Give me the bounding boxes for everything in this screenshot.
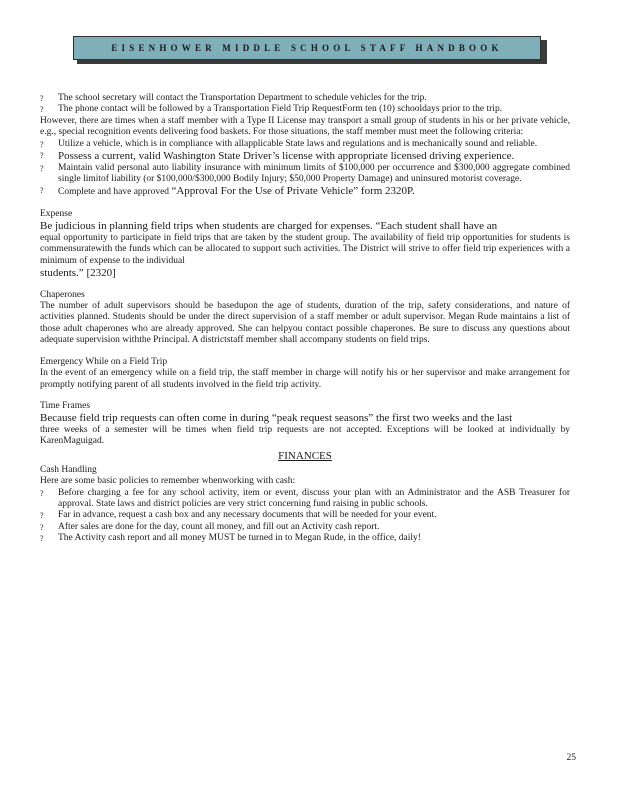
page-content xyxy=(40,93,570,545)
header-banner xyxy=(73,36,543,64)
expense-lead: Be judicious in planning field trips when students are charged for expenses. “Each student shall have an xyxy=(40,220,498,233)
expense-body: equal opportunity to participate in field trips that are taken by the student group. The availability of field trip opportunities for students is commensuratewith the funds which can be allocated to support such activities. The District will strive to offer field trip experiences with a minimum of expense to the individual xyxy=(40,232,570,266)
list-item xyxy=(40,93,570,104)
finances-intro: Here are some basic policies to remember whenworking with cash: xyxy=(40,476,296,487)
bullet-marker: ? xyxy=(40,163,44,173)
section-heading-finances: FINANCES xyxy=(278,449,332,462)
bullet-marker: ? xyxy=(40,186,44,196)
header-bar xyxy=(73,36,541,60)
bullet-marker: ? xyxy=(40,488,44,498)
time-frames-lead: Because field trip requests can often come in during “peak request seasons” the first two weeks and the last xyxy=(40,412,513,425)
section-heading-time-frames: Time Frames xyxy=(40,400,91,411)
emergency-body: In the event of an emergency while on a field trip, the staff member in charge will notify his or her supervisor and make arrangement for promptly notifying parent of all students involved in the field trip activity. xyxy=(40,368,570,390)
list-item xyxy=(40,510,570,521)
bullet-marker: ? xyxy=(40,522,44,532)
list-item-text: Far in advance, request a cash box and any necessary documents that will be needed for your event. xyxy=(58,510,437,521)
list-item xyxy=(40,522,570,533)
form-reference: “Approval For the Use of Private Vehicle” form 2320P. xyxy=(171,185,415,198)
list-item-text: Complete and have approved xyxy=(58,187,172,198)
list-item xyxy=(40,488,570,511)
section-heading-emergency: Emergency While on a Field Trip xyxy=(40,356,168,367)
list-item-text: Before charging a fee for any school activity, item or event, discuss your plan with an Administrator and the ASB Treasurer for approval. State laws and district policies are very strict concerning fund raising in public schools. xyxy=(58,487,570,509)
list-item-text: After sales are done for the day, count all money, and fill out an Activity cash report. xyxy=(58,521,380,532)
list-item xyxy=(40,104,570,115)
section-heading-chaperones: Chaperones xyxy=(40,289,85,300)
bullet-marker: ? xyxy=(40,105,44,115)
section-heading-expense: Expense xyxy=(40,208,73,219)
list-item xyxy=(40,139,570,150)
list-item xyxy=(40,185,570,198)
page-number: 25 xyxy=(566,753,576,763)
bullet-marker: ? xyxy=(40,511,44,521)
list-item-text: The phone contact will be followed by a Transportation Field Trip RequestForm ten (10) schooldays prior to the trip. xyxy=(58,104,503,115)
list-item xyxy=(40,533,570,544)
bullet-marker: ? xyxy=(40,534,44,544)
bullet-marker: ? xyxy=(40,139,44,149)
list-item-text: The school secretary will contact the Transportation Department to schedule vehicles for the trip. xyxy=(58,93,427,103)
list-item xyxy=(40,163,570,186)
list-item-text: Utilize a vehicle, which is in compliance with allapplicable State laws and regulations and is mechanically sound and reliable. xyxy=(58,138,538,149)
expense-tail: students.” [2320] xyxy=(40,267,116,280)
list-item-text: Possess a current, valid Washington State Driver’s license with appropriate licensed driving experience. xyxy=(58,150,515,163)
list-item-text: Maintain valid personal auto liability insurance with minimum limits of $100,000 per occurrence and $300,000 aggregate combined single limitof liability (or $100,000/$300,000 Bodily Injury; $50,000 Property Damage) and uninsured motorist coverage. xyxy=(58,162,570,185)
list-item-text: The Activity cash report and all money MUST be turned in to Megan Rude, in the office, daily! xyxy=(58,533,421,544)
time-frames-body: three weeks of a semester will be times when field trip requests are not accepted. Exceptions will be looked at individually by KarenMaguigad. xyxy=(40,424,570,447)
bullet-marker: ? xyxy=(40,94,44,103)
header-title: EISENHOWER MIDDLE SCHOOL STAFF HANDBOOK xyxy=(111,43,503,53)
chaperones-body: The number of adult supervisors should be basedupon the age of students, duration of the trip, safety considerations, and nature of activities planned. Students should be under the direct supervision of a staff member or adult supervisor. Megan Rude maintains a list of those adult chaperones who are already approved. She can helpyou contact possible chaperones. Be sure to discuss any questions about adequate supervision withthe Principal. A districtstaff member shall accompany students on field trips. xyxy=(40,301,570,346)
subheading-cash-handling: Cash Handling xyxy=(40,464,97,475)
however-paragraph: However, there are times when a staff member with a Type II License may transport a small group of students in his or her private vehicle, e.g., special recognition events delivering food baskets. For those situations, the staff member must meet the following criteria: xyxy=(40,115,570,138)
bullet-marker: ? xyxy=(40,151,44,161)
list-item xyxy=(40,150,570,163)
